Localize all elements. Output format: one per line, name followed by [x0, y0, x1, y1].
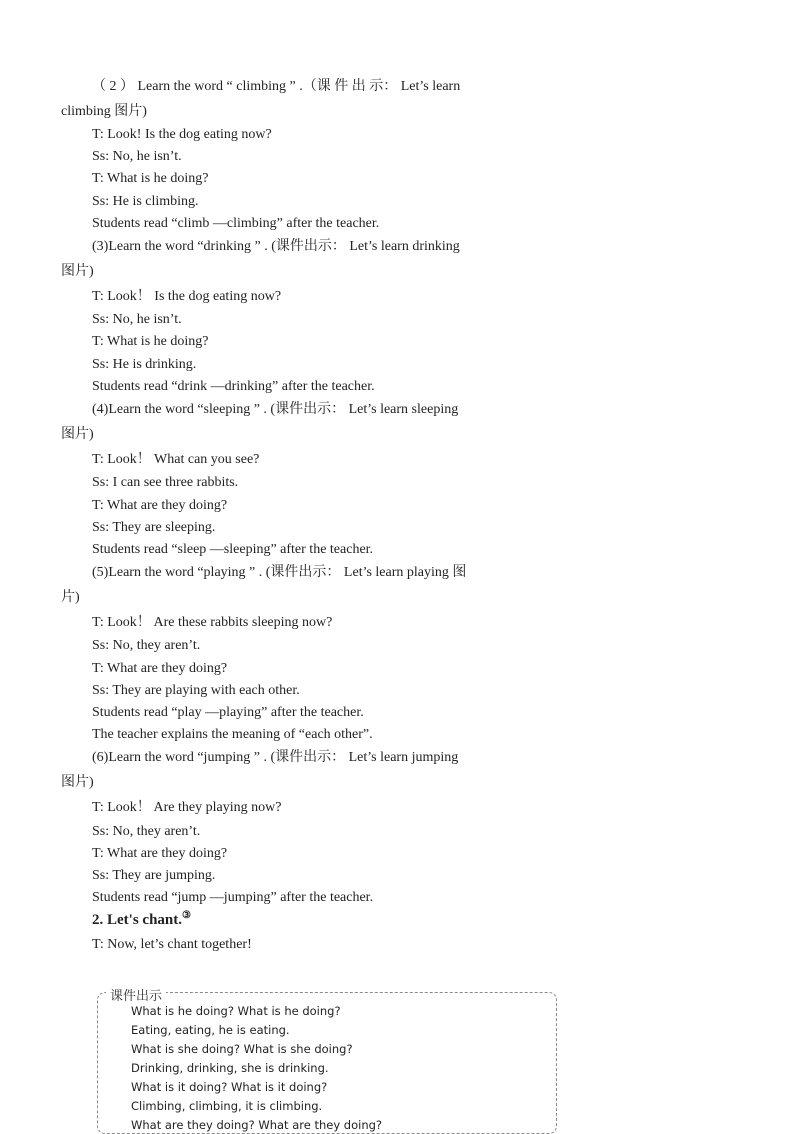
text-line: 图片)	[61, 264, 94, 279]
chant-line: Climbing, climbing, it is climbing.	[131, 1099, 323, 1113]
text-line: 片)	[61, 590, 80, 605]
section-title: 2. Let's chant.	[92, 912, 182, 928]
section-heading	[92, 911, 191, 929]
chant-line: What is he doing? What is he doing?	[131, 1004, 341, 1018]
text-line: The teacher explains the meaning of “each other”.	[92, 727, 373, 742]
text-line: climbing 图片)	[61, 104, 147, 119]
text-line: Ss: They are playing with each other.	[92, 683, 300, 698]
text-line: Students read “play —playing” after the teacher.	[92, 705, 364, 720]
text-line: (6)Learn the word “jumping ” . (课件出示： Let’s learn jumping	[92, 750, 459, 765]
chant-line: What is it doing? What is it doing?	[131, 1080, 328, 1094]
footnote-mark: ③	[182, 910, 191, 921]
chant-line: Eating, eating, he is eating.	[131, 1023, 290, 1037]
text-line: T: Look！ Is the dog eating now?	[92, 289, 282, 304]
chant-line: What is she doing? What is she doing?	[131, 1042, 353, 1056]
text-line: Ss: I can see three rabbits.	[92, 475, 239, 490]
text-line: Ss: No, they aren’t.	[92, 824, 201, 839]
text-line: T: Look！ Are they playing now?	[92, 800, 282, 815]
text-line: T: What is he doing?	[92, 171, 209, 186]
text-line: Students read “sleep —sleeping” after the teacher.	[92, 542, 374, 557]
text-line: T: What is he doing?	[92, 334, 209, 349]
text-line: (3)Learn the word “drinking ” . (课件出示： Let’s learn drinking	[92, 239, 460, 254]
text-line: T: What are they doing?	[92, 498, 228, 513]
chant-line: Drinking, drinking, she is drinking.	[131, 1061, 329, 1075]
text-line: Students read “drink —drinking” after the teacher.	[92, 379, 375, 394]
text-line: Ss: No, they aren’t.	[92, 638, 201, 653]
text-line: Ss: No, he isn’t.	[92, 149, 182, 164]
text-line: Ss: They are sleeping.	[92, 520, 216, 535]
chant-instruction: T: Now, let’s chant together!	[92, 937, 252, 952]
text-line: Students read “climb —climbing” after the teacher.	[92, 216, 380, 231]
text-line: T: Look！ Are these rabbits sleeping now?	[92, 615, 333, 630]
courseware-box	[97, 989, 557, 1134]
text-line: Ss: He is drinking.	[92, 357, 197, 372]
text-line: T: Look！ What can you see?	[92, 452, 260, 467]
text-line: T: What are they doing?	[92, 661, 228, 676]
text-line: Ss: He is climbing.	[92, 194, 199, 209]
text-line: 图片)	[61, 427, 94, 442]
text-line: （ 2 ） Learn the word “ climbing ” .（课 件 出 示： Let’s learn	[92, 79, 461, 94]
chant-line: What are they doing? What are they doing?	[131, 1118, 383, 1132]
text-line: (4)Learn the word “sleeping ” . (课件出示： Let’s learn sleeping	[92, 402, 459, 417]
text-line: 图片)	[61, 775, 94, 790]
courseware-tag: 课件出示	[106, 985, 166, 1004]
text-line: (5)Learn the word “playing ” . (课件出示： Let’s learn playing 图	[92, 565, 467, 580]
text-line: T: What are they doing?	[92, 846, 228, 861]
text-line: Students read “jump —jumping” after the teacher.	[92, 890, 374, 905]
text-line: Ss: They are jumping.	[92, 868, 216, 883]
text-line: T: Look! Is the dog eating now?	[92, 127, 272, 142]
text-line: Ss: No, he isn’t.	[92, 312, 182, 327]
